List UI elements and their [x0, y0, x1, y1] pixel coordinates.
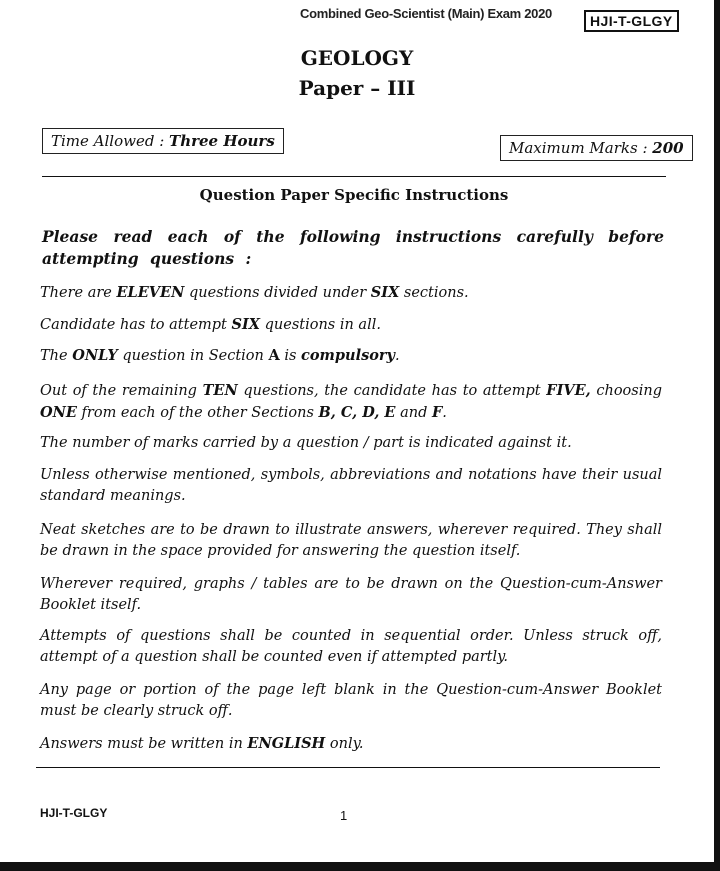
instruction-item: Candidate has to attempt SIX questions in all.	[40, 316, 381, 333]
maximum-marks-box	[500, 135, 693, 161]
subject-title: GEOLOGY	[300, 46, 414, 70]
instruction-item: The number of marks carried by a question / part is indicated against it.	[40, 435, 572, 451]
top-divider	[42, 176, 666, 177]
instruction-item: Any page or portion of the page left blank in the Question-cum-Answer Booklet must be clearly struck off.	[40, 682, 662, 719]
paper-title: Paper – III	[298, 76, 416, 100]
instruction-item: Attempts of questions shall be counted in sequential order. Unless struck off, attempt of a question shall be counted even if attempted partly.	[40, 628, 662, 665]
page-number: 1	[340, 808, 348, 823]
time-allowed-value: Three Hours	[169, 132, 275, 150]
scan-right-edge	[714, 0, 720, 871]
paper-code-box: HJI-T-GLGY	[584, 10, 679, 32]
instructions-title: Question Paper Specific Instructions	[199, 186, 509, 204]
instruction-item: The ONLY question in Section A is compulsory.	[40, 347, 400, 364]
instruction-item: Neat sketches are to be drawn to illustrate answers, wherever required. They shall be drawn in the space provided for answering the question itself.	[40, 522, 662, 559]
exam-name: Combined Geo-Scientist (Main) Exam 2020	[300, 6, 552, 21]
instruction-item: Wherever required, graphs / tables are to be drawn on the Question-cum-Answer Booklet itself.	[40, 576, 662, 613]
instruction-item: Unless otherwise mentioned, symbols, abbreviations and notations have their usual standard meanings.	[40, 467, 662, 504]
instructions-lead: Please read each of the following instructions carefully before attempting questions :	[42, 227, 664, 268]
scan-bottom-edge	[0, 862, 720, 871]
maximum-marks-label: Maximum Marks :	[509, 139, 653, 157]
bottom-divider	[36, 767, 660, 768]
maximum-marks-value: 200	[652, 139, 684, 157]
instruction-item: Out of the remaining TEN questions, the candidate has to attempt FIVE, choosing ONE from each of the other Sections B, C, D, E and F.	[40, 382, 662, 421]
time-allowed-label: Time Allowed :	[51, 132, 170, 150]
instruction-item: There are ELEVEN questions divided under SIX sections.	[40, 284, 469, 301]
instruction-item: Answers must be written in ENGLISH only.	[40, 735, 364, 752]
time-allowed-box	[42, 128, 284, 154]
footer-paper-code: HJI-T-GLGY	[40, 806, 108, 820]
